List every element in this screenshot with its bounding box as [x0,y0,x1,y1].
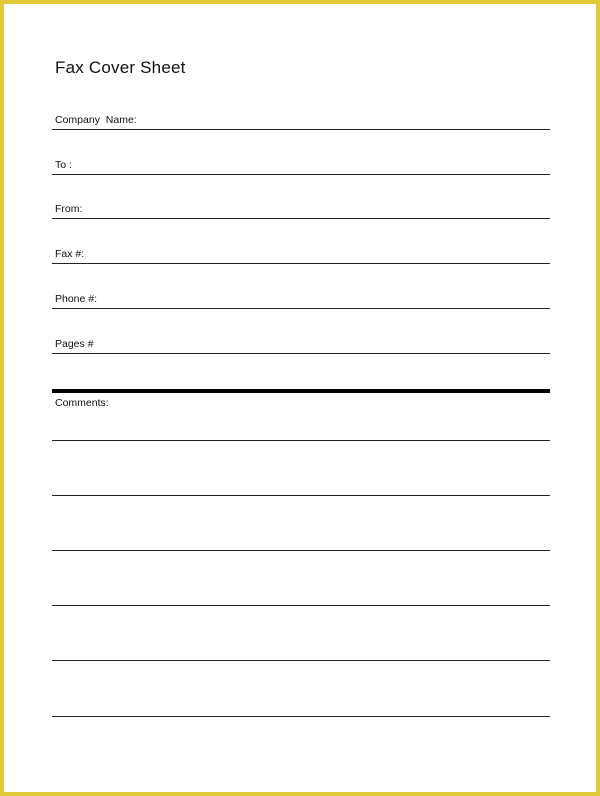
comment-line[interactable] [52,660,550,661]
from-field[interactable] [52,198,550,219]
phone-number-label: Phone #: [55,293,98,305]
phone-number-field[interactable] [52,288,550,309]
comment-line[interactable] [52,440,550,441]
comments-label: Comments: [55,397,109,409]
fax-number-label: Fax #: [55,248,85,260]
pages-label: Pages # [55,338,94,350]
comment-line[interactable] [52,605,550,606]
fax-number-field[interactable] [52,243,550,264]
to-field[interactable] [52,154,550,175]
to-label: To : [55,159,72,171]
company-name-field[interactable] [52,109,550,130]
page-title: Fax Cover Sheet [55,58,186,77]
section-divider [52,389,550,393]
from-label: From: [55,203,83,215]
comment-line[interactable] [52,495,550,496]
pages-field[interactable] [52,333,550,354]
comment-line[interactable] [52,716,550,717]
company-name-label: Company Name: [55,114,137,126]
comment-line[interactable] [52,550,550,551]
